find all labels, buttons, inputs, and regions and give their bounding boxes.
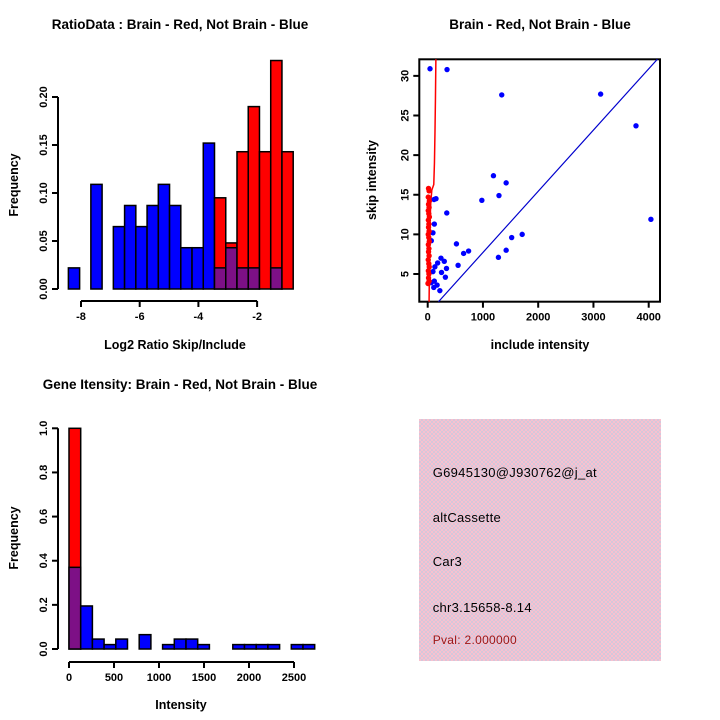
svg-text:20: 20 <box>399 149 412 162</box>
svg-text:2000: 2000 <box>525 311 551 324</box>
svg-text:0: 0 <box>424 311 431 324</box>
gene-intensity-histogram-ylabel: Frequency <box>7 506 21 570</box>
svg-text:0.8: 0.8 <box>38 464 50 481</box>
svg-text:0.0: 0.0 <box>38 641 50 657</box>
intensity-scatter-xlabel: include intensity <box>490 338 590 352</box>
svg-text:3000: 3000 <box>581 311 606 324</box>
gene-intensity-histogram-xlabel: Intensity <box>155 698 207 712</box>
svg-text:0.10: 0.10 <box>38 182 50 204</box>
svg-text:2500: 2500 <box>281 672 307 684</box>
gene-intensity-histogram-x-axis <box>66 662 306 684</box>
ratio-histogram-ylabel: Frequency <box>7 153 21 217</box>
ratio-histogram-plot <box>0 0 360 360</box>
ratio-histogram-x-axis <box>76 301 262 323</box>
svg-text:1.0: 1.0 <box>38 420 50 436</box>
identity-line <box>438 59 657 302</box>
svg-text:2000: 2000 <box>236 672 262 684</box>
svg-text:0.4: 0.4 <box>38 553 50 569</box>
svg-text:1000: 1000 <box>470 311 496 324</box>
intensity-scatter-plot <box>360 0 720 360</box>
svg-text:0.2: 0.2 <box>38 597 50 613</box>
svg-text:-8: -8 <box>76 311 86 323</box>
svg-text:15: 15 <box>399 188 412 201</box>
gene-intensity-histogram-panel <box>0 360 360 720</box>
svg-text:500: 500 <box>104 672 124 684</box>
svg-text:5: 5 <box>399 270 412 278</box>
event-info-panel <box>360 360 720 720</box>
gene-intensity-histogram-content <box>38 421 315 684</box>
gene-intensity-histogram-plot <box>0 360 360 720</box>
intensity-scatter-content <box>399 59 661 323</box>
ratio-histogram-title: RatioData : Brain - Red, Not Brain - Blue <box>51 17 309 32</box>
svg-text:0.6: 0.6 <box>38 508 50 525</box>
svg-text:1500: 1500 <box>191 672 217 684</box>
svg-text:0: 0 <box>65 672 73 684</box>
svg-text:30: 30 <box>399 69 412 82</box>
probe-id-text: G6945130@J930762@j_at <box>432 464 597 480</box>
intensity-scatter-panel <box>360 0 720 360</box>
gene-name-text: Car3 <box>432 553 463 569</box>
svg-text:-2: -2 <box>252 311 262 323</box>
intensity-scatter-points-red <box>425 186 432 286</box>
ratio-histogram-bars <box>68 61 293 289</box>
svg-text:0.15: 0.15 <box>38 134 50 156</box>
intensity-scatter-title: Brain - Red, Not Brain - Blue <box>449 17 631 32</box>
location-text: chr3.15658-8.14 <box>432 599 532 615</box>
gene-intensity-histogram-y-axis <box>38 421 58 657</box>
event-info-box <box>419 419 662 662</box>
pval-text: Pval: 2.000000 <box>432 632 517 647</box>
intensity-scatter-ylabel: skip intensity <box>365 140 379 220</box>
svg-text:4000: 4000 <box>636 311 661 324</box>
svg-text:-4: -4 <box>193 311 204 323</box>
svg-text:0.20: 0.20 <box>38 86 50 108</box>
svg-text:25: 25 <box>399 109 412 122</box>
svg-text:10: 10 <box>399 228 412 241</box>
gene-intensity-histogram-bars <box>69 428 315 649</box>
svg-text:0.00: 0.00 <box>38 278 50 300</box>
ratio-histogram-y-axis <box>38 86 58 299</box>
svg-text:1000: 1000 <box>146 672 172 684</box>
event-type-text: altCassette <box>432 509 502 525</box>
ratio-histogram-xlabel: Log2 Ratio Skip/Include <box>104 338 246 352</box>
ratio-histogram-content <box>38 61 293 323</box>
svg-text:0.05: 0.05 <box>38 230 50 252</box>
svg-text:-6: -6 <box>134 311 145 323</box>
ratio-histogram-panel <box>0 0 360 360</box>
gene-intensity-histogram-title: Gene Itensity: Brain - Red, Not Brain - Blue <box>42 377 318 392</box>
